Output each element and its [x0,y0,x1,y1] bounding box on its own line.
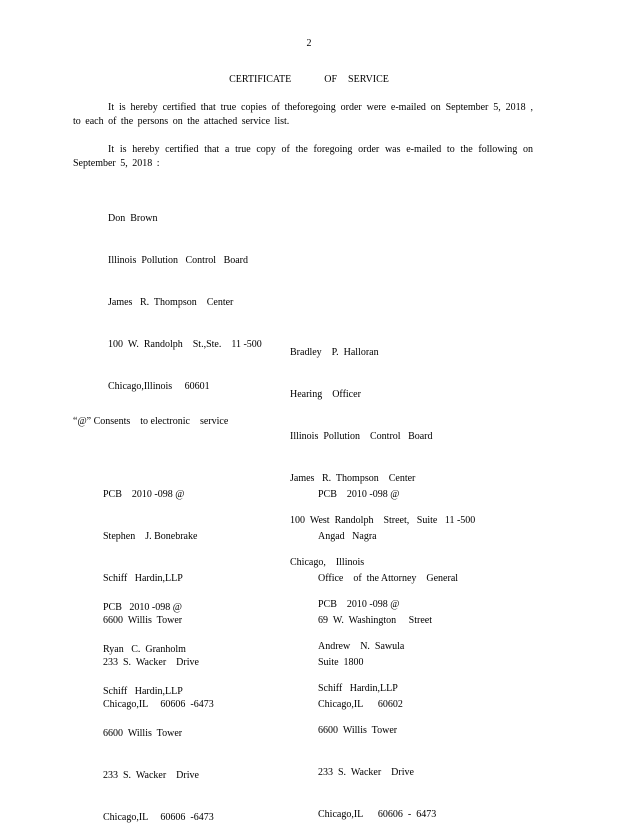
service-line: Chicago,IL 60606 -6473 [103,812,214,823]
service-line: PCB 2010 -098 @ [103,489,185,500]
consent-note: “@” Consents to electronic service [73,416,229,427]
recipient-line: 100 W. Randolph St.,Ste. 11 -500 [108,339,262,350]
recipient-line: Bradley P. Halloran [290,347,379,358]
service-line: Schiff Hardin,LLP [103,686,183,697]
certification-paragraph-2 [73,143,533,171]
certification-paragraph-1 [73,101,533,129]
recipient-line: James R. Thompson Center [108,297,234,308]
service-line: Angad Nagra [318,531,377,542]
recipient-line: Chicago,Illinois 60601 [108,381,210,392]
service-line: PCB 2010 -098 @ [103,602,182,613]
service-line: Andrew N. Sawula [318,641,405,652]
recipient-line: Chicago, Illinois [290,557,365,568]
paragraph-2-text: It is hereby certified that a true copy of the foregoing order was e-mailed to the following on September 5, 2018 : [73,144,533,169]
paragraph-1-text: It is hereby certified that true copies of theforegoing order were e-mailed on September 5, 2018 , to each of the persons on the attached service list. [73,102,533,127]
service-line: 6600 Willis Tower [103,728,183,739]
service-line: 233 S. Wacker Drive [103,657,199,668]
service-line: Chicago,IL 60606 -6473 [103,699,214,710]
service-line: Schiff Hardin,LLP [318,683,398,694]
service-line: PCB 2010 -098 @ [318,489,400,500]
recipient-line: Illinois Pollution Control Board [290,431,433,442]
certificate-title: CERTIFICATE OF SERVICE [229,74,389,85]
service-line: Suite 1800 [318,657,364,668]
service-line: Stephen J. Bonebrake [103,531,198,542]
service-line: 233 S. Wacker Drive [318,767,414,778]
service-entry-sawula [318,570,436,836]
recipient-line: James R. Thompson Center [290,473,416,484]
service-line: Chicago,IL 60602 [318,699,403,710]
service-line: Schiff Hardin,LLP [103,573,183,584]
page-number: 2 [306,38,312,49]
service-line: 6600 Willis Tower [318,725,398,736]
recipient-line: Hearing Officer [290,389,361,400]
recipient-line: 100 West Randolph Street, Suite 11 -500 [290,515,476,526]
recipient-block-don-brown [108,184,262,408]
service-line: Chicago,IL 60606 - 6473 [318,809,437,820]
service-line: 69 W. Washington Street [318,615,433,626]
service-line: 6600 Willis Tower [103,615,183,626]
service-line: Office of the Attorney General [318,573,459,584]
recipient-line: Don Brown [108,213,158,224]
service-entry-granholm [103,573,214,839]
service-line: Ryan C. Granholm [103,644,186,655]
service-line: PCB 2010 -098 @ [318,599,400,610]
recipient-line: Illinois Pollution Control Board [108,255,249,266]
service-line: 233 S. Wacker Drive [103,770,199,781]
